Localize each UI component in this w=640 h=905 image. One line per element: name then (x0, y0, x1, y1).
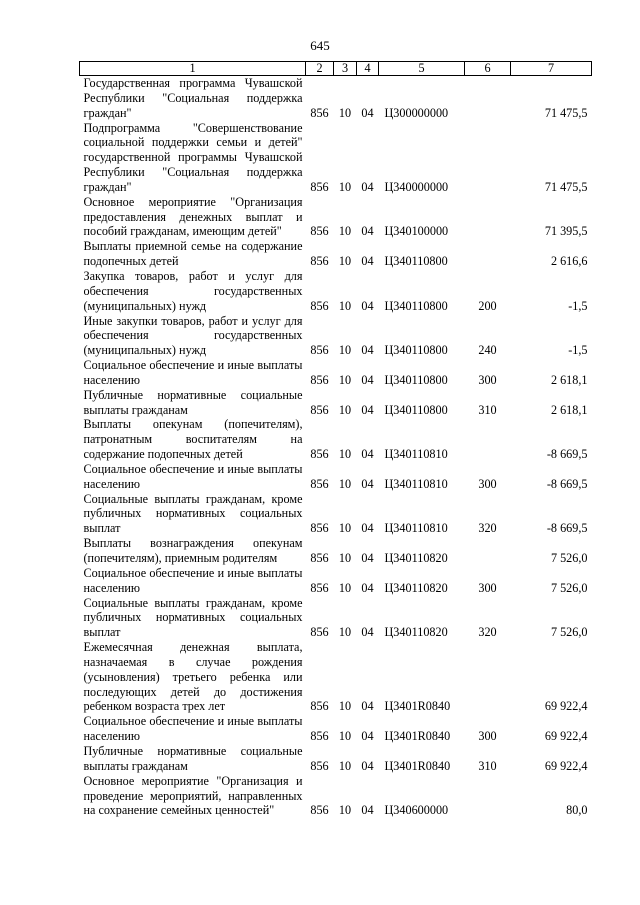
header-cell: 3 (334, 62, 357, 76)
row-name: Социальное обеспечение и иные выплаты населению (83, 565, 303, 595)
row-col2: 856 (310, 729, 329, 744)
row-code: Ц300000000 (384, 105, 449, 120)
row-col2: 856 (310, 224, 329, 239)
row-type (465, 774, 511, 819)
row-col3: 10 (338, 224, 352, 239)
table-row (80, 388, 592, 418)
row-type: 200 (478, 298, 497, 313)
row-col2: 856 (310, 758, 329, 773)
table-row (80, 239, 592, 269)
row-amount: 69 922,4 (544, 699, 588, 714)
row-col3: 10 (338, 179, 352, 194)
row-name: Социальное обеспечение и иные выплаты населению (83, 714, 303, 744)
row-name: Публичные нормативные социальные выплаты гражданам (83, 387, 303, 417)
row-type: 320 (478, 521, 497, 536)
row-code: Ц340110800 (384, 343, 448, 358)
header-cell: 1 (80, 62, 306, 76)
row-type: 320 (478, 625, 497, 640)
row-amount: 80,0 (566, 803, 588, 818)
header-row (80, 62, 592, 76)
row-col2: 856 (310, 551, 329, 565)
table-row (80, 536, 592, 566)
row-code: Ц340110800 (384, 372, 448, 387)
table-row (80, 269, 592, 314)
row-amount: 69 922,4 (544, 729, 588, 744)
row-col3: 10 (338, 105, 352, 120)
row-amount: -8 669,5 (546, 476, 588, 491)
row-type: 240 (478, 343, 497, 358)
row-col4: 04 (361, 105, 374, 120)
row-col4: 04 (361, 551, 374, 565)
row-name: Основное мероприятие "Организация предоставления денежных выплат и пособий гражданам, имеющим детей" (83, 194, 303, 239)
row-col2: 856 (310, 803, 329, 818)
row-type (465, 121, 511, 195)
row-code: Ц340110810 (384, 521, 448, 536)
row-type (465, 195, 511, 240)
row-col4: 04 (361, 580, 374, 595)
row-col2: 856 (310, 254, 329, 269)
row-col2: 856 (310, 580, 329, 595)
row-name: Выплаты приемной семье на содержание подопечных детей (83, 239, 303, 269)
row-amount: 2 618,1 (550, 372, 588, 387)
table-row (80, 596, 592, 641)
row-col3: 10 (338, 402, 352, 417)
row-name: Иные закупки товаров, работ и услуг для обеспечения государственных (муниципальных) нужд (83, 313, 303, 358)
row-type (465, 76, 511, 121)
row-type: 300 (478, 372, 497, 387)
row-col3: 10 (338, 580, 352, 595)
row-amount: -8 669,5 (546, 521, 588, 536)
page-number: 645 (310, 38, 330, 53)
row-col3: 10 (338, 447, 352, 462)
row-name: Подпрограмма "Совершенствование социальной поддержки семьи и детей" государственной программы Чувашской Республики "Социальная поддержка граждан" (83, 120, 303, 194)
row-code: Ц340110800 (384, 254, 448, 269)
row-code: Ц3401R0840 (384, 758, 451, 773)
row-type (465, 239, 511, 269)
table-row (80, 314, 592, 359)
row-name: Государственная программа Чувашской Республики "Социальная поддержка граждан" (83, 76, 303, 120)
row-col4: 04 (361, 372, 374, 387)
row-col4: 04 (361, 447, 374, 462)
row-amount: 71 395,5 (544, 224, 588, 239)
row-col4: 04 (361, 254, 374, 269)
row-code: Ц340110810 (384, 447, 448, 462)
table-row (80, 462, 592, 492)
row-col4: 04 (361, 476, 374, 491)
row-name: Социальные выплаты гражданам, кроме публичных нормативных социальных выплат (83, 491, 303, 536)
row-col3: 10 (338, 729, 352, 744)
row-code: Ц340110800 (384, 298, 448, 313)
row-col3: 10 (338, 699, 352, 714)
row-code: Ц340110820 (384, 625, 448, 640)
row-amount: 2 616,6 (550, 254, 588, 269)
row-amount: 7 526,0 (550, 625, 588, 640)
row-col2: 856 (310, 179, 329, 194)
row-col3: 10 (338, 521, 352, 536)
row-col4: 04 (361, 625, 374, 640)
row-code: Ц340000000 (384, 179, 449, 194)
row-amount: 7 526,0 (550, 551, 588, 565)
row-code: Ц340600000 (384, 803, 449, 818)
row-amount: -8 669,5 (546, 447, 588, 462)
row-amount: -1,5 (568, 298, 588, 313)
row-col3: 10 (338, 372, 352, 387)
row-code: Ц340100000 (384, 224, 449, 239)
row-name: Публичные нормативные социальные выплаты гражданам (83, 743, 303, 773)
row-col3: 10 (338, 298, 352, 313)
row-code: Ц3401R0840 (384, 699, 451, 714)
row-code: Ц3401R0840 (384, 729, 451, 744)
table-row (80, 492, 592, 537)
row-col4: 04 (361, 521, 374, 536)
row-amount: 71 475,5 (544, 105, 588, 120)
row-col3: 10 (338, 551, 352, 565)
header-cell: 2 (306, 62, 334, 76)
row-col2: 856 (310, 343, 329, 358)
header-cell: 5 (379, 62, 465, 76)
row-type: 310 (478, 758, 497, 773)
row-col2: 856 (310, 625, 329, 640)
row-amount: 7 526,0 (550, 580, 588, 595)
row-type (465, 417, 511, 462)
table-row (80, 417, 592, 462)
row-name: Ежемесячная денежная выплата, назначаемая в случае рождения (усыновления) третьего ребенка или последующих детей до достижения ребенком возраста трех лет (83, 640, 303, 714)
header-cell: 4 (357, 62, 379, 76)
row-name: Основное мероприятие "Организация и проведение мероприятий, направленных на сохранение семейных ценностей" (83, 773, 303, 818)
row-col4: 04 (361, 343, 374, 358)
row-name: Социальное обеспечение и иные выплаты населению (83, 461, 303, 491)
row-col2: 856 (310, 298, 329, 313)
row-amount: 2 618,1 (550, 402, 588, 417)
row-type (465, 640, 511, 714)
row-col3: 10 (338, 254, 352, 269)
row-name: Закупка товаров, работ и услуг для обеспечения государственных (муниципальных) нужд (83, 268, 303, 313)
table-row (80, 640, 592, 714)
row-amount: 69 922,4 (544, 758, 588, 773)
row-col2: 856 (310, 105, 329, 120)
row-type: 300 (478, 580, 497, 595)
header-cell: 7 (511, 62, 592, 76)
row-col3: 10 (338, 625, 352, 640)
table-row (80, 774, 592, 819)
row-col2: 856 (310, 402, 329, 417)
row-col4: 04 (361, 402, 374, 417)
row-name: Выплаты вознаграждения опекунам (попечителям), приемным родителям (83, 536, 303, 565)
row-col2: 856 (310, 521, 329, 536)
row-col4: 04 (361, 298, 374, 313)
row-name: Социальные выплаты гражданам, кроме публичных нормативных социальных выплат (83, 595, 303, 640)
row-col4: 04 (361, 699, 374, 714)
row-col4: 04 (361, 758, 374, 773)
row-amount: -1,5 (568, 343, 588, 358)
row-type (465, 536, 511, 566)
table-row (80, 566, 592, 596)
table-row (80, 195, 592, 240)
row-col2: 856 (310, 699, 329, 714)
row-col2: 856 (310, 372, 329, 387)
row-code: Ц340110810 (384, 476, 448, 491)
row-code: Ц340110820 (384, 551, 448, 565)
row-col4: 04 (361, 729, 374, 744)
row-amount: 71 475,5 (544, 179, 588, 194)
row-col4: 04 (361, 179, 374, 194)
row-col4: 04 (361, 803, 374, 818)
table-row (80, 744, 592, 774)
table-row (80, 714, 592, 744)
row-col3: 10 (338, 758, 352, 773)
row-type: 310 (478, 402, 497, 417)
row-type: 300 (478, 476, 497, 491)
row-name: Выплаты опекунам (попечителям), патронатным воспитателям на содержание подопечных детей (83, 417, 303, 462)
row-code: Ц340110800 (384, 402, 448, 417)
row-col3: 10 (338, 476, 352, 491)
row-code: Ц340110820 (384, 580, 448, 595)
row-col2: 856 (310, 476, 329, 491)
row-col3: 10 (338, 343, 352, 358)
table-row (80, 76, 592, 121)
budget-table (79, 61, 592, 818)
table-row (80, 358, 592, 388)
table-row (80, 121, 592, 195)
row-type: 300 (478, 729, 497, 744)
row-col4: 04 (361, 224, 374, 239)
row-col3: 10 (338, 803, 352, 818)
header-cell: 6 (465, 62, 511, 76)
row-name: Социальное обеспечение и иные выплаты населению (83, 358, 303, 387)
row-col2: 856 (310, 447, 329, 462)
